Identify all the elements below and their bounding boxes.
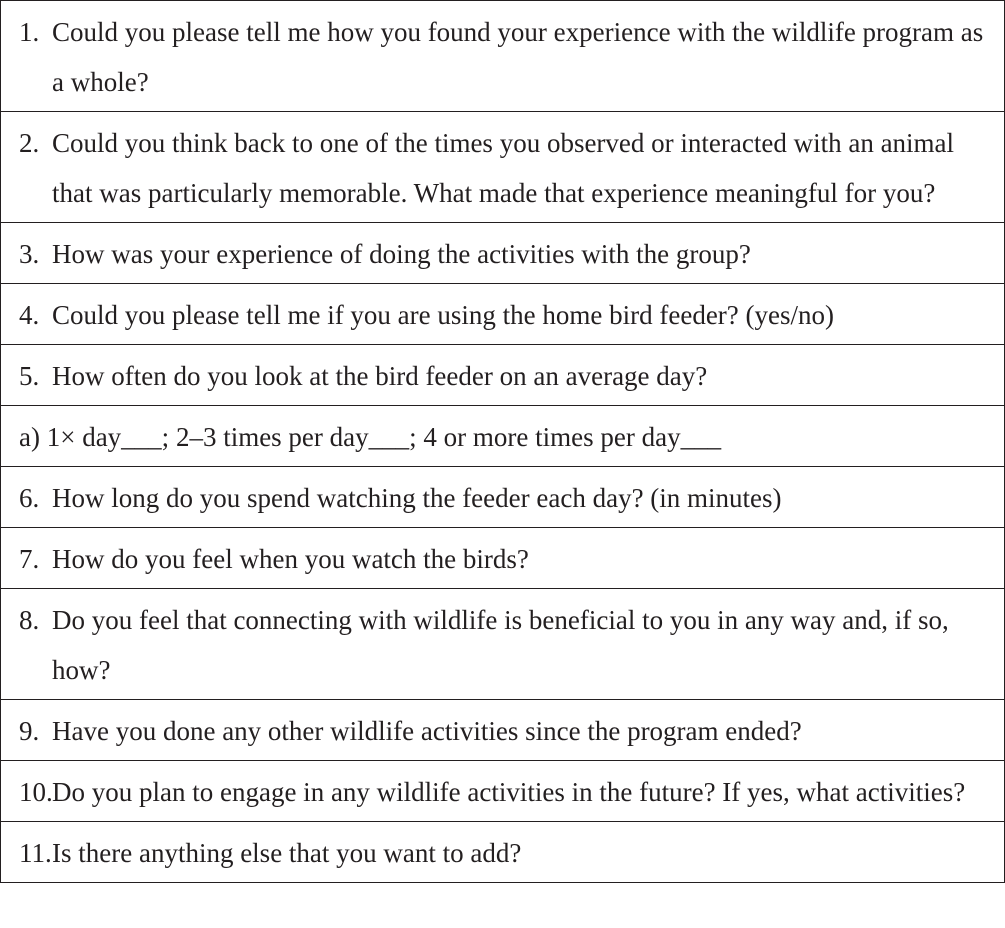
question-8 — [1, 589, 1004, 699]
question-10 — [1, 761, 1004, 821]
question-cell — [1, 589, 1005, 700]
question-5-options — [1, 406, 1004, 466]
question-2 — [1, 112, 1004, 222]
question-text: Could you please tell me how you found your experience with the wildlife program as a whole? — [52, 17, 984, 97]
table-row — [1, 223, 1005, 284]
question-number: 4. — [19, 300, 40, 330]
question-cell — [1, 761, 1005, 822]
question-3 — [1, 223, 1004, 283]
question-number: 11. — [19, 838, 52, 868]
question-text: Is there anything else that you want to add? — [52, 838, 522, 868]
table-row — [1, 761, 1005, 822]
question-cell — [1, 345, 1005, 406]
question-11 — [1, 822, 1004, 882]
question-cell — [1, 822, 1005, 883]
question-9 — [1, 700, 1004, 760]
question-text: Could you think back to one of the times you observed or interacted with an animal that was particularly memorable. What made that experience meaningful for you? — [52, 128, 955, 208]
question-cell — [1, 223, 1005, 284]
table-row — [1, 345, 1005, 406]
question-number: 10. — [19, 777, 53, 807]
question-4 — [1, 284, 1004, 344]
question-7 — [1, 528, 1004, 588]
question-text: Could you please tell me if you are using the home bird feeder? (yes/no) — [52, 300, 835, 330]
table-row — [1, 406, 1005, 467]
question-text: How do you feel when you watch the birds? — [52, 544, 529, 574]
question-cell — [1, 112, 1005, 223]
question-cell — [1, 284, 1005, 345]
question-number: 8. — [19, 605, 40, 635]
question-text: How long do you spend watching the feeder each day? (in minutes) — [52, 483, 782, 513]
table-row — [1, 528, 1005, 589]
question-number: 1. — [19, 17, 40, 47]
question-text: Do you plan to engage in any wildlife activities in the future? If yes, what activities? — [52, 777, 966, 807]
table-row — [1, 700, 1005, 761]
question-number: 5. — [19, 361, 40, 391]
question-text: How was your experience of doing the activities with the group? — [52, 239, 751, 269]
table-row — [1, 284, 1005, 345]
question-cell — [1, 1, 1005, 112]
question-text: Do you feel that connecting with wildlife is beneficial to you in any way and, if so, how? — [52, 605, 949, 685]
question-cell — [1, 467, 1005, 528]
question-number: 3. — [19, 239, 40, 269]
table-row — [1, 467, 1005, 528]
question-number: 9. — [19, 716, 40, 746]
answer-options-cell — [1, 406, 1005, 467]
question-5 — [1, 345, 1004, 405]
question-cell — [1, 528, 1005, 589]
table-row — [1, 1, 1005, 112]
question-number: 6. — [19, 483, 40, 513]
question-1 — [1, 1, 1004, 111]
question-text: Have you done any other wildlife activities since the program ended? — [52, 716, 802, 746]
answer-options-text: a) 1× day___; 2–3 times per day___; 4 or more times per day___ — [19, 422, 722, 452]
question-text: How often do you look at the bird feeder on an average day? — [52, 361, 708, 391]
table-row — [1, 589, 1005, 700]
question-number: 7. — [19, 544, 40, 574]
question-number: 2. — [19, 128, 40, 158]
question-6 — [1, 467, 1004, 527]
question-cell — [1, 700, 1005, 761]
table-row — [1, 822, 1005, 883]
table-row — [1, 112, 1005, 223]
